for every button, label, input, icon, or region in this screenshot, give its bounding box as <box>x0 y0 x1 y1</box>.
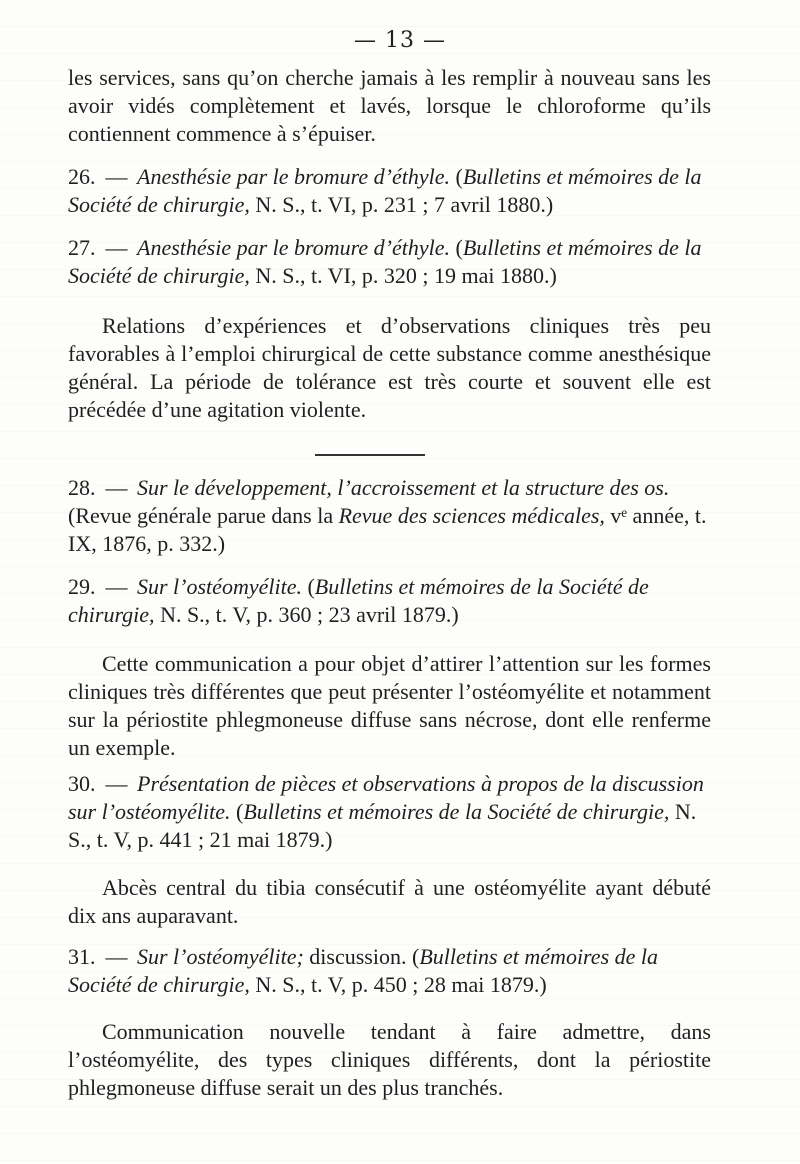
reference-number: 27. <box>68 235 96 260</box>
section-divider <box>315 454 425 456</box>
reference-29 <box>68 573 711 629</box>
reference-open-paren: ( <box>236 799 244 824</box>
reference-prefix: (Revue générale parue dans la <box>68 503 334 528</box>
reference-title: Présentation de pièces et observations à propos de la discussion sur l’ostéomyélite. <box>68 771 704 824</box>
reference-open-paren: ( <box>411 944 420 969</box>
page-number: — 13 — <box>354 28 446 53</box>
reference-26 <box>68 163 711 219</box>
reference-29-comment: Cette communication a pour objet d’attirer l’attention sur les formes cliniques très différentes que peut présenter l’ostéomyélite et notamment sur la périostite phlegmoneuse diffuse sans nécrose, dont elle renferme un exemple. <box>68 651 711 760</box>
reference-30-comment: Abcès central du tibia consécutif à une ostéomyélite ayant débuté dix ans auparavant. <box>68 875 711 928</box>
reference-number: 31. <box>68 944 96 969</box>
reference-title: Sur l’ostéomyélite; <box>137 944 304 969</box>
reference-27-comment: Relations d’expériences et d’observations cliniques très peu favorables à l’emploi chirurgical de cette substance comme anesthésique général. La période de tolérance est très courte et souvent elle est précédée d’une agitation violente. <box>68 313 711 422</box>
intro-paragraph: les services, sans qu’on cherche jamais à les remplir à nouveau sans les avoir vidés complètement et lavés, lorsque le chloroforme qu’ils contiennent commence à s’épuiser. <box>68 65 711 146</box>
reference-number: 26. <box>68 164 96 189</box>
reference-journal: Bulletins et mémoires de la Société de chirurgie, <box>68 574 649 627</box>
reference-31-comment: Communication nouvelle tendant à faire admettre, dans l’ostéomyélite, des types cliniques différents, dont la périostite phlegmoneuse diffuse serait un des plus tranchés. <box>68 1019 711 1100</box>
reference-31 <box>68 943 711 999</box>
reference-details: N. S., t. VI, p. 231 ; 7 avril 1880.) <box>255 192 554 217</box>
reference-number: 29. <box>68 574 96 599</box>
reference-number: 30. <box>68 771 96 796</box>
reference-dash: — <box>105 235 128 260</box>
reference-details: N. S., t. V, p. 360 ; 23 avril 1879.) <box>160 602 459 627</box>
reference-dash: — <box>105 475 128 500</box>
reference-28 <box>68 474 711 558</box>
reference-open-paren: ( <box>455 235 463 260</box>
reference-details: N. S., t. V, p. 441 ; 21 mai 1879.) <box>68 799 697 852</box>
reference-title: Anesthésie par le bromure d’éthyle. <box>137 164 451 189</box>
reference-27 <box>68 234 711 290</box>
reference-open-paren: ( <box>307 574 315 599</box>
reference-title: Sur l’ostéomyélite. <box>137 574 302 599</box>
reference-journal: Bulletins et mémoires de la Société de chirurgie, <box>68 164 702 217</box>
reference-dash: — <box>105 771 128 796</box>
reference-journal: Revue des sciences médicales, <box>338 503 605 528</box>
reference-journal: Bulletins et mémoires de la Société de chirurgie, <box>68 944 659 997</box>
reference-30 <box>68 770 711 854</box>
reference-dash: — <box>105 574 128 599</box>
reference-details: vᵉ année, t. IX, 1876, p. 332.) <box>68 503 707 556</box>
reference-details: N. S., t. V, p. 450 ; 28 mai 1879.) <box>255 972 547 997</box>
reference-journal: Bulletins et mémoires de la Société de chirurgie, <box>243 799 670 824</box>
reference-dash: — <box>105 944 128 969</box>
reference-open-paren: ( <box>455 164 463 189</box>
reference-details: N. S., t. VI, p. 320 ; 19 mai 1880.) <box>255 263 557 288</box>
reference-title: Sur le développement, l’accroissement et la structure des os. <box>137 475 670 500</box>
reference-number: 28. <box>68 475 96 500</box>
reference-dash: — <box>105 164 128 189</box>
reference-title: Anesthésie par le bromure d’éthyle. <box>137 235 451 260</box>
reference-middle: discussion. <box>309 944 407 969</box>
reference-journal: Bulletins et mémoires de la Société de chirurgie, <box>68 235 702 288</box>
